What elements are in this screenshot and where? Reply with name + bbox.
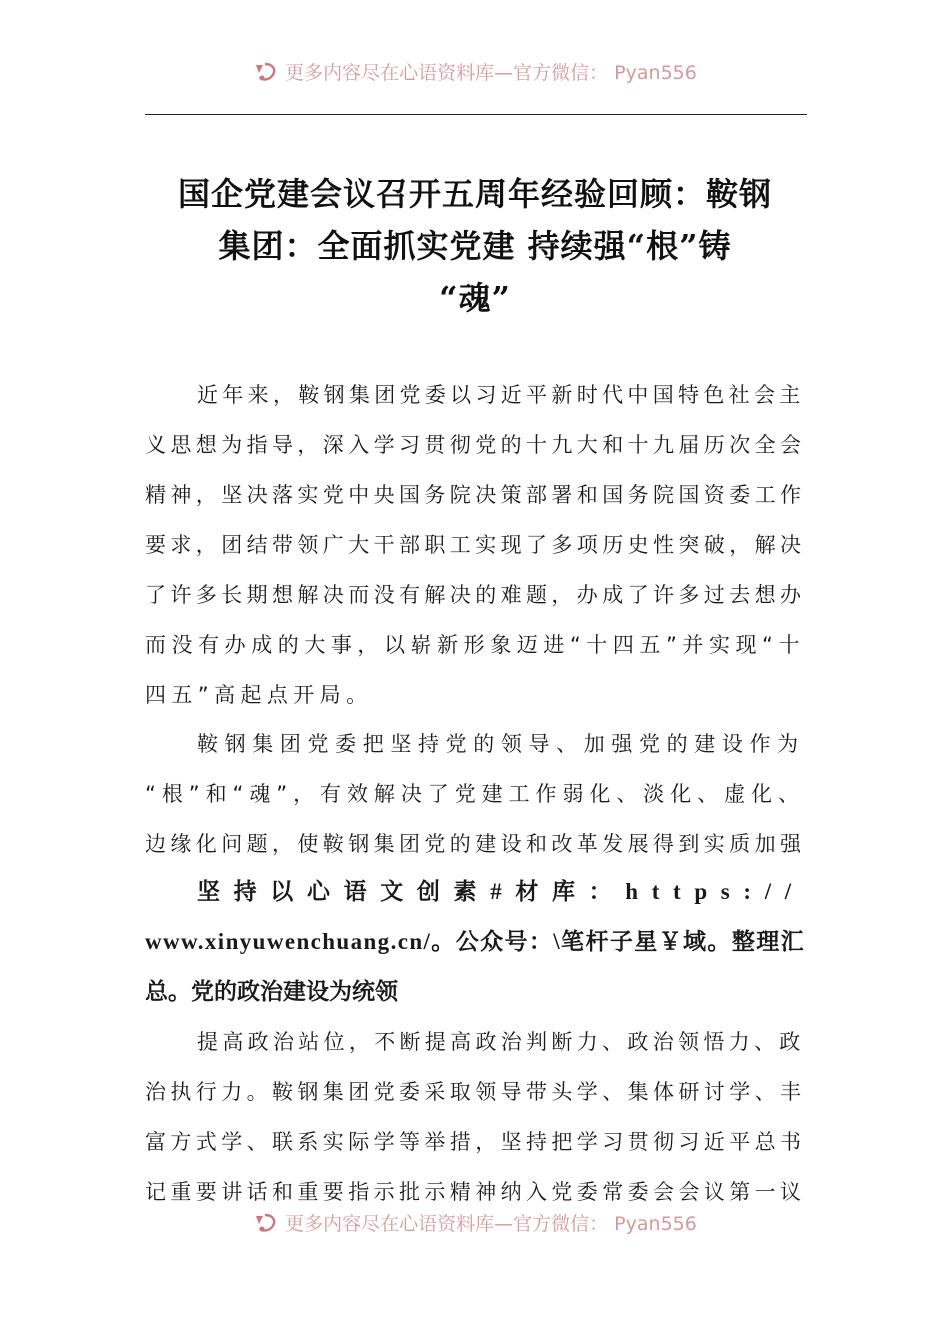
text-line: 边缘化问题，使鞍钢集团党的建设和改革发展得到实质加强 — [145, 832, 806, 856]
heading-line: 坚持以心语文创素#材库：https:// — [197, 879, 805, 904]
text-line: 四五”高起点开局。 — [145, 683, 373, 707]
footer-watermark — [0, 1209, 950, 1236]
text-line: 富方式学、联系实际学等举措，坚持把学习贯彻习近平总书 — [145, 1130, 806, 1154]
header-watermark — [0, 58, 950, 85]
text-line: 了许多长期想解决而没有解决的难题，办成了许多过去想办 — [145, 583, 806, 607]
text-line: “根”和“魂”，有效解决了党建工作弱化、淡化、虚化、 — [145, 782, 805, 806]
header-rule — [145, 114, 807, 115]
title-line: 集团：全面抓实党建 持续强“根”铸 — [218, 227, 732, 265]
watermark-text: 更多内容尽在心语资料库—官方微信： Pyan556 — [285, 62, 697, 84]
text-line: 提高政治站位，不断提高政治判断力、政治领悟力、政 — [197, 1030, 805, 1054]
title-line: 国企党建会议召开五周年经验回顾：鞍钢 — [177, 175, 772, 213]
brand-logo-icon — [253, 61, 279, 83]
heading-line: www.xinyuwenchuang.cn/。公众号：\笔杆子星￥域。整理汇 — [145, 929, 806, 954]
brand-logo-icon — [253, 1212, 279, 1234]
watermark-text: 更多内容尽在心语资料库—官方微信： Pyan556 — [285, 1213, 697, 1235]
text-line: 要求，团结带领广大干部职工实现了多项历史性突破，解决 — [145, 533, 806, 557]
text-line: 精神，坚决落实党中央国务院决策部署和国务院国资委工作 — [145, 483, 806, 507]
text-line: 治执行力。鞍钢集团党委采取领导带头学、集体研讨学、丰 — [145, 1080, 806, 1104]
text-line: 近年来，鞍钢集团党委以习近平新时代中国特色社会主 — [197, 383, 805, 407]
text-line: 记重要讲话和重要指示批示精神纳入党委常委会会议第一议 — [145, 1180, 806, 1204]
text-line: 鞍钢集团党委把坚持党的领导、加强党的建设作为 — [197, 732, 805, 756]
heading-line: 总。党的政治建设为统领 — [145, 979, 398, 1004]
text-line: 而没有办成的大事，以崭新形象迈进“十四五”并实现“十 — [145, 633, 806, 657]
text-line: 义思想为指导，深入学习贯彻党的十九大和十九届历次全会 — [145, 433, 806, 457]
article-title — [150, 168, 800, 324]
title-line: “魂” — [439, 279, 511, 317]
